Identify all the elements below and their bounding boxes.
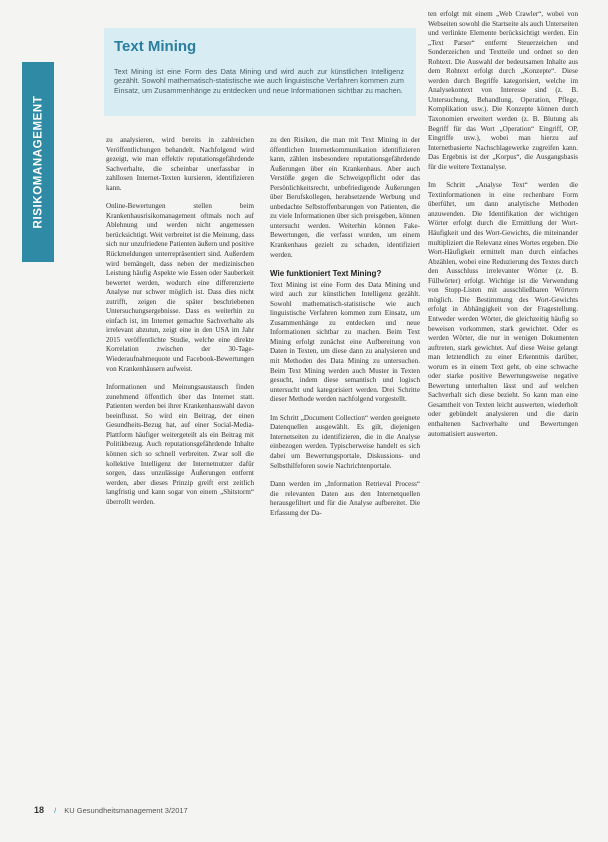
paragraph: Dann werden im „Information Retrieval Process“ die relevanten Daten aus den Internetquellen herausgefiltert und für die Analyse aufbereitet. Die Erfassung der Da-: [270, 480, 420, 517]
paragraph: Text Mining ist eine Form des Data Mining und wird auch zur künstlichen Intelligenz gezählt. Sowohl mathematisch-statistische wie auch linguistische Verfahren kommen zum Einsatz, um Zusammenhänge zu entdecken und neue Informationen sichtbar zu machen. Beim Text Mining erfolgt zunächst eine Aufbereitung von Daten in Texten, um diese dann zu analysieren und mit Methoden des Data Mining zu untersuchen. Beim Text Mining werden auch Muster in Texten gesucht, indem diese semantisch und logisch untersucht und kategorisiert werden. Drei Schritte dieser Methode werden nachfolgend vorgestellt.: [270, 280, 420, 404]
paragraph: Online-Bewertungen stellen beim Krankenhausrisikomanagement oftmals noch auf Ablehnung und werden nicht angemessen berücksichtigt. Weit verbreitet ist die Meinung, dass sich nur unzufriedene Patienten äußern und positive Rückmeldungen unterrepräsentiert sind. Außerdem wird bemängelt, dass neben der medizinischen Leistung häufig Aspekte wie Essen oder Sauberkeit bewertet werden, wodurch eine differenzierte Analyse nur schwer möglich ist. Dass dies nicht zutrifft, zeigen die später beschriebenen Untersuchungsergebnisse. Dass es weiterhin zu einfach ist, im Internet gemachte Sachverhalte als irrelevant abzutun, zeigt eine in den USA im Jahr 2015 veröffentlichte Studie, welche eine direkte Korrelation zwischen der 30-Tage-Wiederaufnahmequote und Facebook-Bewertungen von Krankenhäusern aufweist.: [106, 202, 254, 373]
text-column-1: [106, 136, 254, 516]
publication-name: KU Gesundheitsmanagement 3/2017: [64, 806, 188, 815]
intro-box: [104, 28, 416, 116]
section-tab: [22, 62, 54, 262]
paragraph: Informationen und Meinungsaustausch finden zunehmend öffentlich über das Internet statt. Patienten werden bei ihrer Krankenhauswahl davon beeinflusst. So wird ein Beitrag, der einen Gesundheits-Bezug hat, auf einer Social-Media-Plattform häufiger weitergeteilt als ein Beitrag mit Politikbezug. Auch reputationsgefährdende Inhalte können sich so schnell verbreiten. Zwar soll die kollektive Intelligenz der Internetnutzer dafür sorgen, dass unzulässige Äußerungen entfernt werden, aber dieses Prinzip greift erst zeitlich langfristig und kann sogar von einem „Shitstorm“ überrollt werden.: [106, 383, 254, 506]
paragraph: zu analysieren, wird bereits in zahlreichen Veröffentlichungen behandelt. Nachfolgend wird gezeigt, wie man effektiv reputationsgefährdende Sachverhalte, die scheinbar unerfassbar in zahllosen Internet-Texten kursieren, identifizieren kann.: [106, 136, 254, 192]
intro-text: Text Mining ist eine Form des Data Mining und wird auch zur künstlichen Intelligenz gezählt. Sowohl mathematisch-statistische wie auch linguistische Verfahren kommen zum Einsatz, um Zusammenhänge zu entdecken und neue Informationen sichtbar zu machen.: [114, 67, 404, 95]
text-column-3: [428, 10, 578, 448]
text-column-2: [270, 136, 420, 527]
paragraph: ten erfolgt mit einem „Web Crawler“, wobei von Webseiten sowohl die Startseite als auch Unterseiten und verlinkte Elemente berücksichtigt werden. Ein „Text Parser“ entfernt Steuerzeichen und Sonderzeichen und Textteile und ordnet so den Rohtext. Die Auswahl der bedeutsamen Inhalte aus dem Rohtext erfolgt durch „Konzepte“. Diese werden durch Begriffe kategorisiert, welche im Analysekontext von Interesse sind (z. B. Untersuchung, Behandlung, Operation, Pflege, Komplikation usw.). Die Konzepte können durch Taxonomien erweitert werden (z. B. Blutung als Begriff für das Wort „Operation“ Eingriff, OP, Eingriffe usw.), wobei man hierzu auf Internetbasierte Nachschlagewerke zugreifen kann. Das Ergebnis ist der „Korpus“, die Ausgangsbasis für die weitere Textanalyse.: [428, 10, 578, 171]
article-title: Text Mining: [114, 38, 197, 55]
footer-separator: /: [54, 806, 57, 815]
page-number: 18: [34, 805, 45, 815]
section-heading: Wie funktioniert Text Mining?: [270, 269, 382, 279]
paragraph: zu den Risiken, die man mit Text Mining in der öffentlichen Internetkommunikation identifizieren kann, zählen insbesondere reputationsgefährdende Äußerungen über ein Krankenhaus. Aber auch Verstöße gegen die Schweigepflicht oder das Persönlichkeitsrecht, unbefriedigende Äußerungen über Berufskollegen, herabsetzende Werbung und unbedachte Selbstoffenbarungen von Patienten, die zu viele Informationen über sich preisgeben, können untersucht werden. Weiterhin können Fake-Bewertungen, die verfasst wurden, um einem Krankenhaus gezielt zu schaden, identifiziert werden.: [270, 136, 420, 259]
page-footer: [34, 805, 188, 815]
paragraph: Im Schritt „Analyse Text“ werden die Textinformationen in eine rechenbare Form überführt, um dann analytische Methoden anzuwenden. Die Identifikation der wichtigen Wörter erfolgt durch die Ermittlung der Wort-Häufigkeit und des Wort-Gewichts, die miteinander multipliziert die Relevanz eines Wortes ergeben. Die Wort-Häufigkeit ermittelt man durch einfaches Abzählen, wobei eine Reduzierung des Textes durch den Ausschluss irrelevanter Wörter (z. B. Füllwörter) erfolgt. Wichtige ist die Verwendung von Stopp-Listen mit ausschließbaren Wörtern möglich. Die Bestimmung des Wort-Gewichts erfolgt in Abhängigkeit von der Fragestellung. Entweder werden Wörter, die gleichzeitig häufig so beweisen vorkommen, stark gewichtet. Oder es werden Wörter, die nur in wenigen Dokumenten auftreten, stark gewichtet. Auf diese Weise gelangt man letztendlich zu einer Erkenntnis darüber, worum es in einem Text geht, ob eine schwache oder starke positive Bewertungsweise negative Bewertung unterhalten lässt und auf welchen Sachverhalt sich diese bezieht. So kann man eine Gesamtheit von Texten leicht auswerten, wiederholt oder gebündelt analysieren und die darin enthaltenen Sachverhalte und Bewertungen automatisiert auswerten.: [428, 181, 578, 438]
paragraph: Im Schritt „Document Collection“ werden geeignete Datenquellen ausgewählt. Es gilt, diejenigen Internetseiten zu identifizieren, die in die Analyse einbezogen werden. Typischerweise handelt es sich dabei um Bewertungsportale, Diskussions- und Selbsthilfeforen sowie Nachrichtenportale.: [270, 413, 420, 470]
section-tab-label: RISIKOMANAGEMENT: [32, 95, 44, 229]
